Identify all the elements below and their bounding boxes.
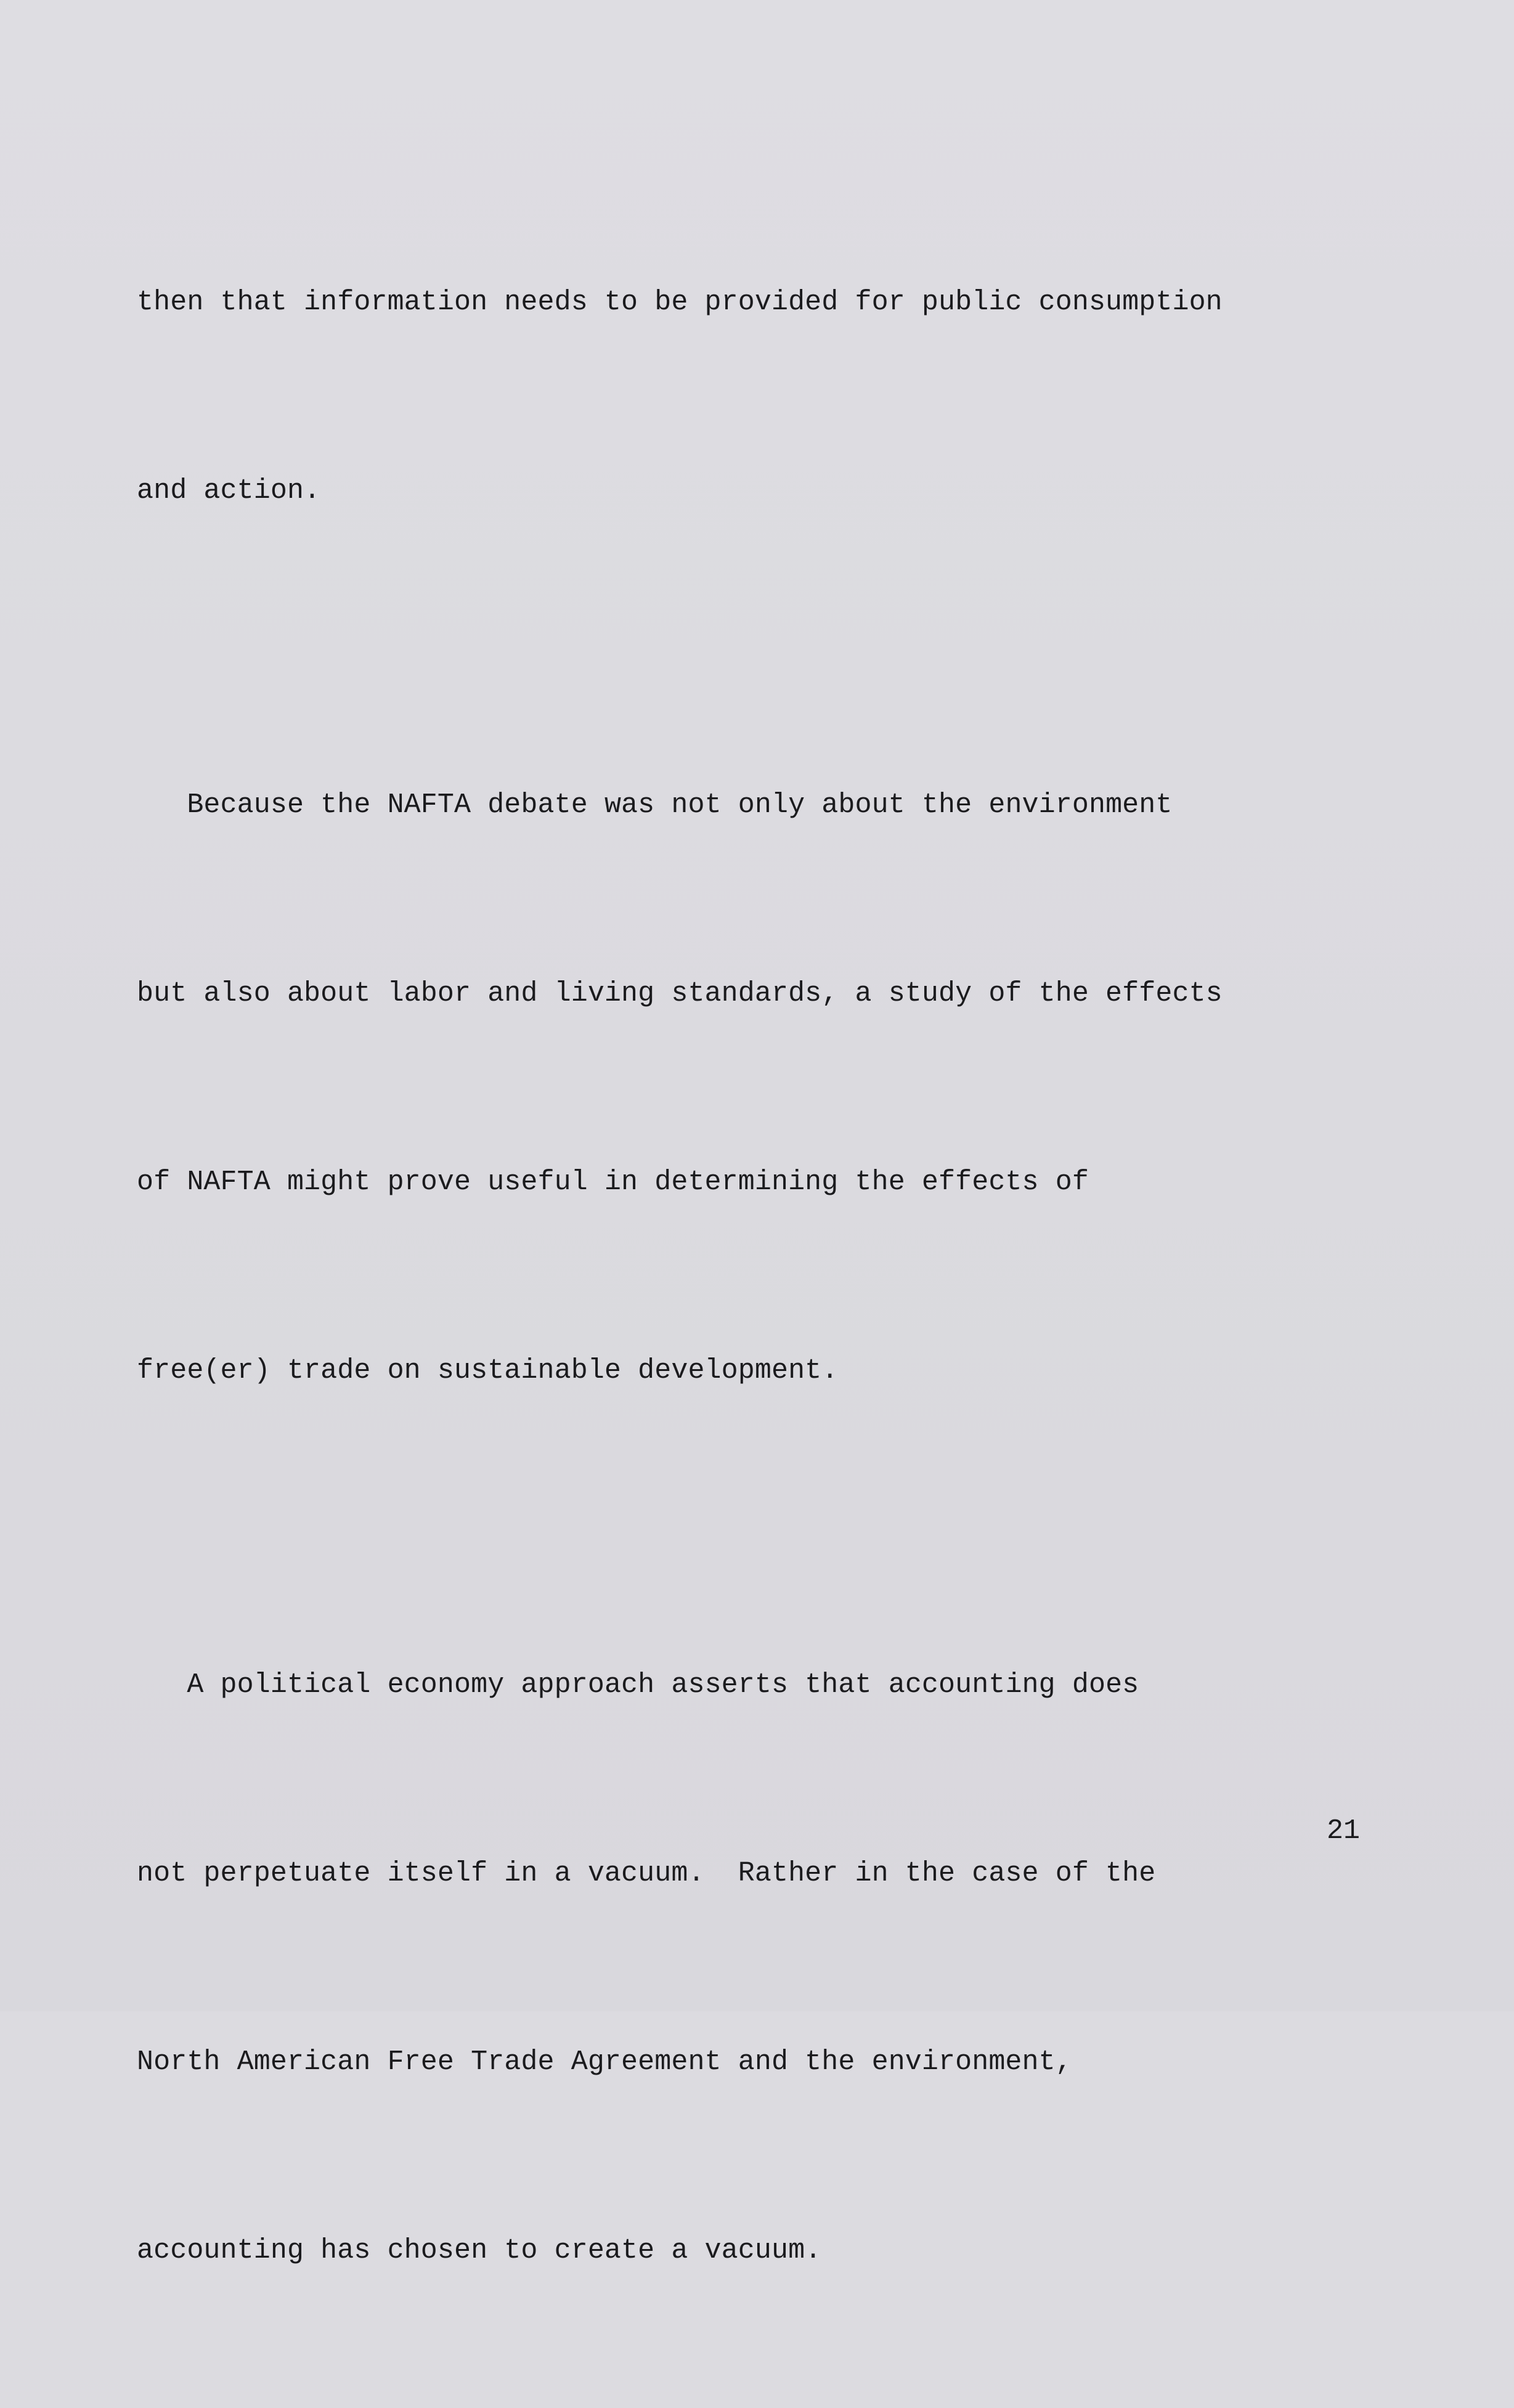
text-line: but also about labor and living standards, a study of the effects bbox=[137, 978, 1223, 1009]
page-number: 21 bbox=[1326, 1815, 1360, 1847]
text-line: A political economy approach asserts that accounting does bbox=[137, 1669, 1139, 1701]
text-line: free(er) trade on sustainable development. bbox=[137, 1355, 839, 1386]
text-line: not perpetuate itself in a vacuum. Rather in the case of the bbox=[137, 1858, 1156, 1889]
text-line: Because the NAFTA debate was not only about the environment bbox=[137, 789, 1173, 821]
text-line: North American Free Trade Agreement and the environment, bbox=[137, 2046, 1072, 2078]
text-line: of NAFTA might prove useful in determining the effects of bbox=[137, 1166, 1089, 1198]
paragraph-1 bbox=[137, 145, 1388, 648]
body-text bbox=[137, 145, 1388, 2408]
text-line: accounting has chosen to create a vacuum. bbox=[137, 2235, 822, 2266]
text-line: and action. bbox=[137, 475, 321, 506]
paragraph-2 bbox=[137, 648, 1388, 1528]
paragraph-3 bbox=[137, 1528, 1388, 2408]
text-line: then that information needs to be provided for public consumption bbox=[137, 287, 1223, 318]
